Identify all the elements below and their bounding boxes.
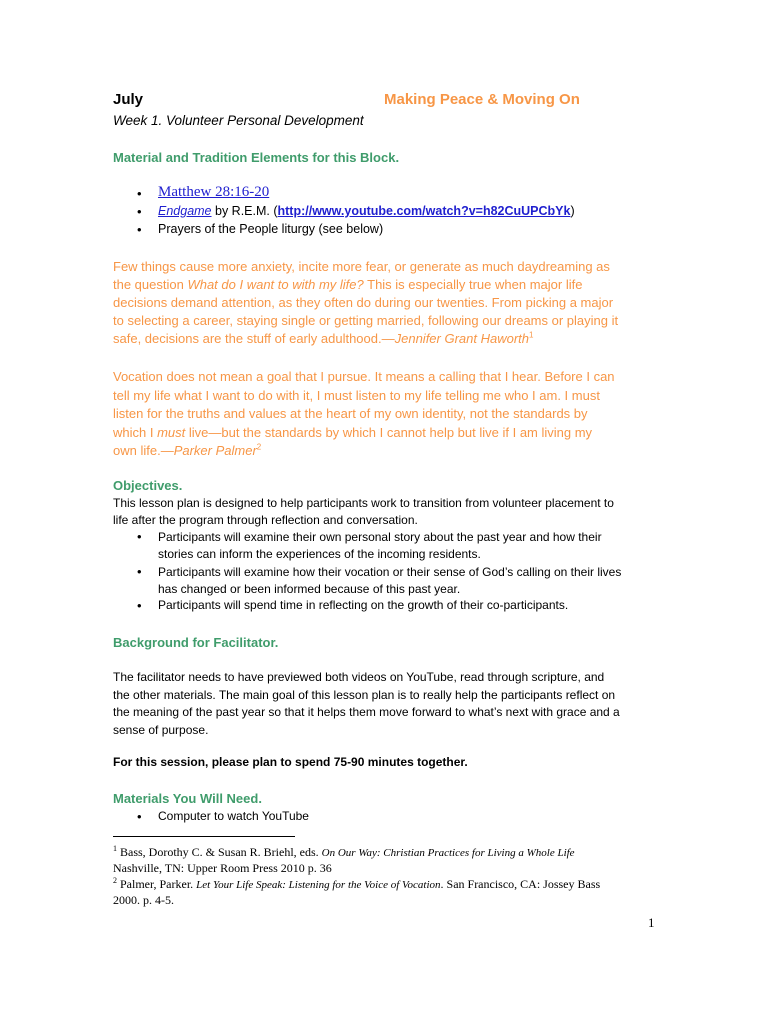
bullet-icon: • xyxy=(137,222,142,237)
objective-item-2: Participants will examine how their vocation or their sense of God’s calling on their lives has changed or been informed because of this past year. xyxy=(158,565,622,596)
song-by: by R.E.M. ( xyxy=(211,204,278,218)
footnote-divider xyxy=(113,836,295,837)
bullet-icon: • xyxy=(137,598,142,613)
materials-needed-item: Computer to watch YouTube xyxy=(158,809,309,823)
bullet-icon: • xyxy=(137,564,142,579)
footnote-1: $^1$ Bass, Dorothy C. & Susan R. Briehl, eds. On Our Way: Christian Practices for Living a Whole Life Nashville, TN: Upper Room Press 2010 p. 36 xyxy=(113,844,575,875)
objective-item-3: Participants will spend time in reflecting on the growth of their co-participants. xyxy=(158,598,569,612)
song-title-link[interactable]: Endgame xyxy=(158,204,212,218)
session-duration: For this session, please plan to spend 75-90 minutes together. xyxy=(113,755,468,769)
quote-1: Few things cause more anxiety, incite more fear, or generate as much daydreaming as the question What do I want to with my life? This is especially true when major life decisions demand attention, as they often do during our twenties. From picking a major to selecting a career, staying single or getting married, following our dreams or playing it safe, decisions are the stuff of early adulthood.—Jennifer Grant Haworth$^1$ xyxy=(113,259,619,346)
bullet-icon: • xyxy=(137,204,142,219)
objective-item-1: Participants will examine their own personal story about the past year and how their stories can inform the experiences of the incoming residents. xyxy=(158,530,602,561)
song-item xyxy=(158,204,575,218)
scripture-link[interactable]: Matthew 28:16-20 xyxy=(158,184,270,200)
page-number: 1 xyxy=(648,915,655,930)
bullet-icon: • xyxy=(137,529,142,544)
objectives-intro: This lesson plan is designed to help participants work to transition from volunteer placement to life after the program through reflection and conversation. xyxy=(113,496,614,527)
prayers-item: Prayers of the People liturgy (see below) xyxy=(158,222,384,236)
song-url-link[interactable]: http://www.youtube.com/watch?v=h82CuUPCbYk xyxy=(277,204,571,218)
song-close: ) xyxy=(570,204,575,218)
materials-heading: Material and Tradition Elements for this Block. xyxy=(113,150,400,165)
page-title: Making Peace & Moving On xyxy=(384,91,580,108)
bullet-icon: • xyxy=(137,186,142,201)
background-paragraph: The facilitator needs to have previewed both videos on YouTube, read through scripture, and the other materials. The main goal of this lesson plan is to really help the participants reflect on the meaning of the past year so that it helps them move forward to what’s next with grace and a sense of purpose. xyxy=(113,670,620,737)
bullet-icon: • xyxy=(137,809,142,824)
background-heading: Background for Facilitator. xyxy=(113,635,279,650)
quote-2: Vocation does not mean a goal that I pursue. It means a calling that I hear. Before I can tell my life what I want to do with it, I must listen to my life telling me who I am. I must listen for the truths and values at the heart of my own identity, not the standards by which I must live—but the standards by which I cannot help but live if I am living my own life.—Parker Palmer$^2$ xyxy=(113,369,615,458)
materials-needed-heading: Materials You Will Need. xyxy=(113,791,262,806)
page-subtitle: Week 1. Volunteer Personal Development xyxy=(113,113,364,128)
footnote-2: $^2$ Palmer, Parker. Let Your Life Speak: Listening for the Voice of Vocation. San Francisco, CA: Jossey Bass 2000. p. 4-5. xyxy=(113,876,601,907)
objectives-heading: Objectives. xyxy=(113,478,183,493)
month-label: July xyxy=(113,91,144,108)
